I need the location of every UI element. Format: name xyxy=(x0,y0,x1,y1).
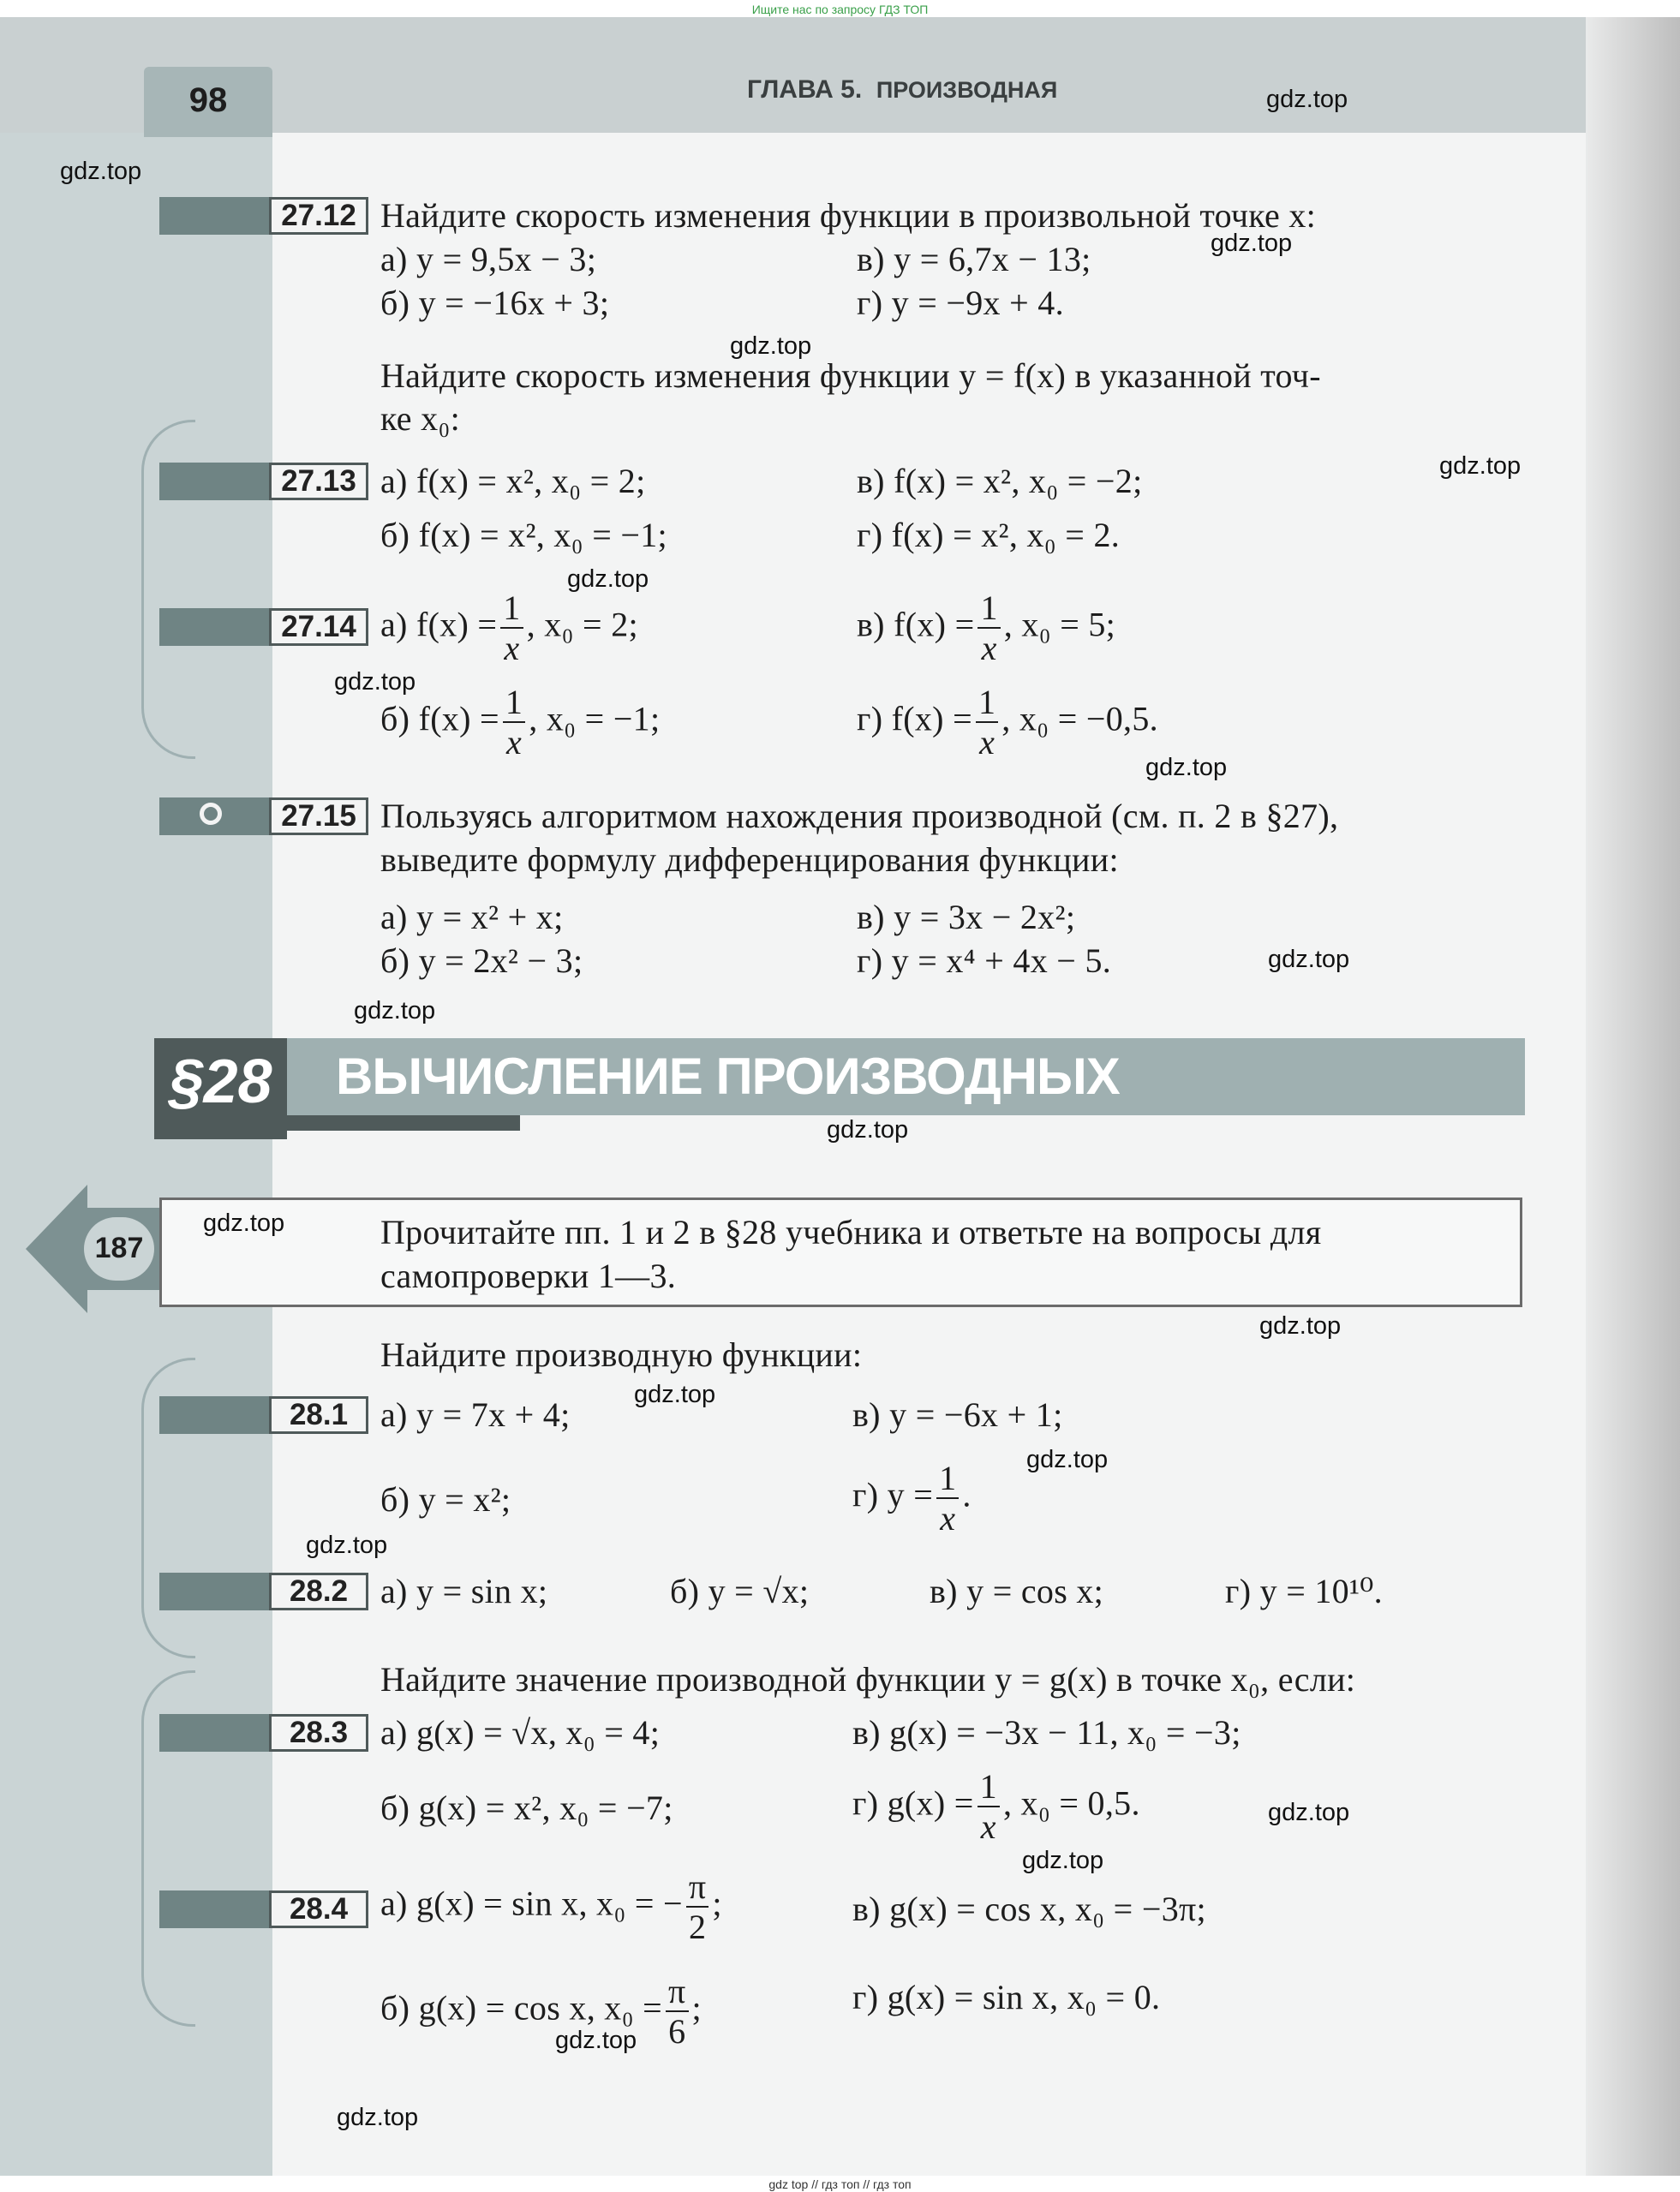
item-a: а) y = x² + x; xyxy=(380,898,564,936)
watermark: gdz.top xyxy=(1266,86,1348,113)
page-number: 98 xyxy=(188,81,228,119)
fraction-denominator: 6 xyxy=(668,2012,686,2051)
exercise-prompt: Найдите скорость изменения функции в произвольной точке x: xyxy=(380,196,1317,235)
fraction-denominator: x xyxy=(940,1499,956,1538)
item-g: г) f(x) = x², x₀ = 2. xyxy=(857,516,1121,554)
exercise-number: 28.3 xyxy=(269,1714,368,1752)
section-title: ВЫЧИСЛЕНИЕ ПРОИЗВОДНЫХ xyxy=(336,1048,1120,1105)
note-line-1: Прочитайте пп. 1 и 2 в §28 учебника и ответьте на вопросы для xyxy=(380,1213,1322,1251)
item-g-rhs: , x₀ = −0,5. xyxy=(1001,699,1158,738)
watermark: gdz.top xyxy=(203,1209,285,1237)
fraction-numerator: 1 xyxy=(500,591,523,629)
exercise-bar xyxy=(159,1714,271,1752)
item-g-lhs: г) g(x) = xyxy=(852,1783,974,1823)
fraction-denominator: 2 xyxy=(689,1908,707,1946)
item-g: г) y = −9x + 4. xyxy=(857,284,1064,322)
exercise-number: 28.4 xyxy=(269,1890,368,1928)
chapter-label xyxy=(747,75,1057,105)
footer-text: gdz top // гдз топ // гдз топ xyxy=(768,2177,912,2191)
item-g xyxy=(852,1767,1140,1846)
item-b: б) y = x²; xyxy=(380,1480,511,1519)
item-g-rhs: . xyxy=(962,1475,972,1514)
section-underline-bar xyxy=(287,1115,520,1131)
fraction-denominator: x xyxy=(979,723,995,762)
exercise-bar xyxy=(159,463,271,500)
item-b-rhs: , x₀ = −1; xyxy=(529,699,661,738)
instruction-derivative: Найдите производную функции: xyxy=(380,1335,863,1374)
item-b-lhs: б) g(x) = cos x, x₀ = xyxy=(380,1988,662,2028)
fraction-denominator: x xyxy=(980,1807,996,1846)
watermark: gdz.top xyxy=(1145,754,1228,781)
item-a: а) f(x) = x², x₀ = 2; xyxy=(380,462,646,500)
item-g xyxy=(852,1461,972,1536)
item-b: б) y = 2x² − 3; xyxy=(380,941,583,980)
watermark: gdz.top xyxy=(1259,1312,1342,1340)
item-a: а) g(x) = √x, x₀ = 4; xyxy=(380,1713,661,1752)
note-line-2: самопроверки 1—3. xyxy=(380,1257,677,1295)
section-symbol: §28 xyxy=(169,1048,272,1116)
item-b: б) g(x) = x², x₀ = −7; xyxy=(380,1789,673,1827)
item-v-rhs: , x₀ = 5; xyxy=(1003,605,1116,644)
watermark: gdz.top xyxy=(827,1116,909,1144)
fraction xyxy=(936,1461,959,1536)
exercise-bar xyxy=(159,1890,271,1928)
item-a: а) y = sin x; xyxy=(380,1572,548,1610)
exercise-bar xyxy=(159,1573,271,1610)
item-g: г) y = x⁴ + 4x − 5. xyxy=(857,941,1112,980)
fraction xyxy=(666,1974,689,2049)
item-v: в) y = −6x + 1; xyxy=(852,1395,1063,1434)
exercise-number: 27.13 xyxy=(269,463,368,500)
item-v-lhs: в) f(x) = xyxy=(857,605,975,644)
fraction xyxy=(500,588,523,667)
exercise-bar xyxy=(159,1396,271,1434)
left-margin-strip xyxy=(0,133,272,2176)
fraction xyxy=(978,1767,1000,1846)
instruction-line-1: Найдите скорость изменения функции y = f(x) в указанной точ- xyxy=(380,356,1321,395)
item-g: г) g(x) = sin x, x₀ = 0. xyxy=(852,1978,1161,2016)
item-v: в) y = 3x − 2x²; xyxy=(857,898,1076,936)
note-badge-number: 187 xyxy=(94,1232,144,1264)
item-g xyxy=(857,685,1158,760)
chapter-number: ГЛАВА 5. xyxy=(747,75,863,104)
item-a xyxy=(380,1867,722,1946)
instruction-value: Найдите значение производной функции y = g(x) в точке x₀, если: xyxy=(380,1660,1356,1699)
fraction-numerator: 1 xyxy=(976,685,998,723)
top-banner-text: Ищите нас по запросу ГДЗ ТОП xyxy=(751,3,929,16)
watermark: gdz.top xyxy=(555,2027,637,2054)
item-v: в) y = 6,7x − 13; xyxy=(857,240,1091,278)
exercise-number: 28.1 xyxy=(269,1396,368,1434)
item-a-rhs: , x₀ = 2; xyxy=(526,605,638,644)
page-spine-shadow xyxy=(1586,17,1680,2176)
watermark: gdz.top xyxy=(1268,1799,1350,1826)
fraction-numerator: 1 xyxy=(936,1461,959,1499)
chapter-title: ПРОИЗВОДНАЯ xyxy=(876,77,1058,103)
exercise-number: 27.15 xyxy=(269,797,368,835)
item-b: б) y = −16x + 3; xyxy=(380,284,610,322)
fraction-denominator: x xyxy=(506,723,523,762)
item-v: в) g(x) = cos x, x₀ = −3π; xyxy=(852,1890,1206,1928)
exercise-number: 27.14 xyxy=(269,608,368,646)
fraction-denominator: x xyxy=(981,629,997,667)
fraction-denominator: x xyxy=(504,629,520,667)
fraction-numerator: π xyxy=(666,1974,689,2012)
watermark: gdz.top xyxy=(1026,1446,1109,1473)
exercise-number: 28.2 xyxy=(269,1573,368,1610)
circle-marker-icon xyxy=(200,803,222,825)
fraction-numerator: 1 xyxy=(978,591,1000,629)
item-a-rhs: ; xyxy=(712,1884,722,1923)
fraction-numerator: 1 xyxy=(978,1770,1000,1807)
watermark: gdz.top xyxy=(337,2104,419,2131)
watermark: gdz.top xyxy=(1439,452,1522,480)
item-b-rhs: ; xyxy=(691,1988,702,2028)
watermark: gdz.top xyxy=(334,668,416,696)
fraction xyxy=(503,685,525,760)
item-v: в) y = cos x; xyxy=(930,1572,1104,1610)
fraction-numerator: π xyxy=(686,1870,709,1908)
item-v: в) g(x) = −3x − 11, x₀ = −3; xyxy=(852,1713,1241,1752)
item-b: б) f(x) = x², x₀ = −1; xyxy=(380,516,667,554)
item-a: а) y = 9,5x − 3; xyxy=(380,240,597,278)
fraction-numerator: 1 xyxy=(503,685,525,723)
watermark: gdz.top xyxy=(306,1532,388,1559)
exercise-prompt-line-1: Пользуясь алгоритмом нахождения производной (см. п. 2 в §27), xyxy=(380,797,1339,835)
item-g-lhs: г) y = xyxy=(852,1475,934,1514)
watermark: gdz.top xyxy=(1022,1847,1104,1874)
watermark: gdz.top xyxy=(1211,230,1293,257)
watermark: gdz.top xyxy=(1268,946,1350,973)
item-v xyxy=(857,588,1116,667)
item-b-lhs: б) f(x) = xyxy=(380,699,499,738)
watermark: gdz.top xyxy=(60,158,142,185)
item-b xyxy=(380,1974,702,2049)
exercise-bar xyxy=(159,197,271,235)
item-v: в) f(x) = x², x₀ = −2; xyxy=(857,462,1143,500)
item-a-lhs: а) g(x) = sin x, x₀ = − xyxy=(380,1884,683,1923)
item-g-rhs: , x₀ = 0,5. xyxy=(1002,1783,1140,1823)
fraction xyxy=(976,685,998,760)
watermark: gdz.top xyxy=(567,565,649,593)
exercise-prompt-line-2: выведите формулу дифференцирования функции: xyxy=(380,840,1119,879)
item-g-lhs: г) f(x) = xyxy=(857,699,972,738)
item-b: б) y = √x; xyxy=(670,1572,810,1610)
item-b xyxy=(380,685,660,760)
item-a-lhs: а) f(x) = xyxy=(380,605,498,644)
exercise-number: 27.12 xyxy=(269,197,368,235)
exercise-bar xyxy=(159,608,271,646)
item-a: а) y = 7x + 4; xyxy=(380,1395,571,1434)
watermark: gdz.top xyxy=(730,332,812,360)
fraction xyxy=(686,1867,709,1946)
watermark: gdz.top xyxy=(354,997,436,1024)
watermark: gdz.top xyxy=(634,1381,716,1408)
item-a xyxy=(380,588,638,667)
instruction-line-2: ке x₀: xyxy=(380,399,461,438)
item-g: г) y = 10¹⁰. xyxy=(1225,1572,1383,1610)
fraction xyxy=(978,588,1000,667)
